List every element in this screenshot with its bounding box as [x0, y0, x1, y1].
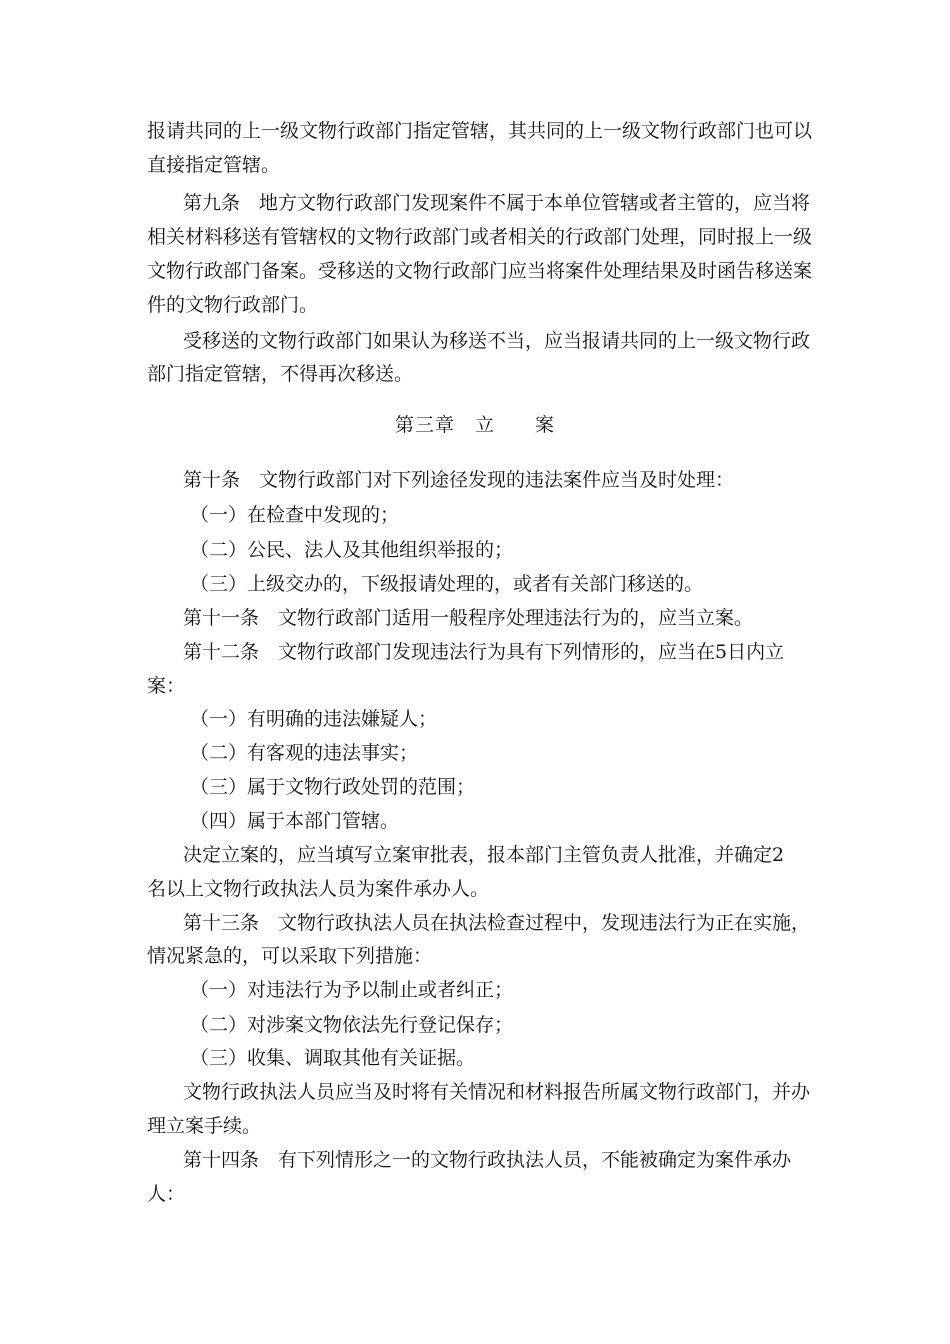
- list-item: （二）对涉案文物依法先行登记保存；: [190, 1014, 514, 1036]
- text-line: 决定立案的，应当填写立案审批表，报本部门主管负责人批准，并确定2: [183, 844, 785, 866]
- article-11-line: 第十一条 文物行政部门适用一般程序处理违法行为的，应当立案。: [183, 607, 754, 629]
- list-item: （一）对违法行为予以制止或者纠正；: [190, 979, 514, 1001]
- list-item: （三）上级交办的，下级报请处理的，或者有关部门移送的。: [190, 573, 704, 595]
- list-item: （二）有客观的违法事实；: [190, 742, 419, 764]
- text-line: 情况紧急的，可以采取下列措施：: [147, 945, 433, 967]
- article-14-heading-line: 第十四条 有下列情形之一的文物行政执法人员，不能被确定为案件承办: [183, 1149, 792, 1171]
- text-line: 受移送的文物行政部门如果认为移送不当，应当报请共同的上一级文物行政: [183, 330, 811, 352]
- article-13-heading-line: 第十三条 文物行政执法人员在执法检查过程中，发现违法行为正在实施，: [183, 912, 811, 934]
- list-item: （一）有明确的违法嫌疑人；: [190, 708, 438, 730]
- list-item: （四）属于本部门管辖。: [190, 810, 400, 832]
- text-line: 报请共同的上一级文物行政部门指定管辖，其共同的上一级文物行政部门也可以: [147, 120, 813, 142]
- article-12-heading-line: 第十二条 文物行政部门发现违法行为具有下列情形的，应当在5日内立: [183, 641, 785, 663]
- text-line: 件的文物行政部门。: [147, 294, 319, 316]
- text-line: 名以上文物行政执法人员为案件承办人。: [147, 878, 490, 900]
- list-item: （三）属于文物行政处罚的范围；: [190, 776, 476, 798]
- article-9-heading-line: 第九条 地方文物行政部门发现案件不属于本单位管辖或者主管的，应当将: [183, 192, 811, 214]
- list-item: （三）收集、调取其他有关证据。: [190, 1047, 476, 1069]
- text-line: 人：: [147, 1183, 186, 1205]
- text-line: 文物行政执法人员应当及时将有关情况和材料报告所属文物行政部门，并办: [183, 1081, 811, 1103]
- text-line: 直接指定管辖。: [147, 154, 281, 176]
- article-10-heading-line: 第十条 文物行政部门对下列途径发现的违法案件应当及时处理：: [183, 469, 735, 491]
- text-line: 理立案手续。: [147, 1115, 262, 1137]
- list-item: （一）在检查中发现的；: [190, 504, 400, 526]
- text-line: 部门指定管辖，不得再次移送。: [147, 363, 414, 385]
- text-line: 相关材料移送有管辖权的文物行政部门或者相关的行政部门处理，同时报上一级: [147, 226, 813, 248]
- chapter-title: 第三章 立 案: [394, 414, 555, 436]
- text-line: 文物行政部门备案。受移送的文物行政部门应当将案件处理结果及时函告移送案: [147, 260, 813, 282]
- list-item: （二）公民、法人及其他组织举报的；: [190, 539, 514, 561]
- text-line: 案：: [147, 675, 186, 697]
